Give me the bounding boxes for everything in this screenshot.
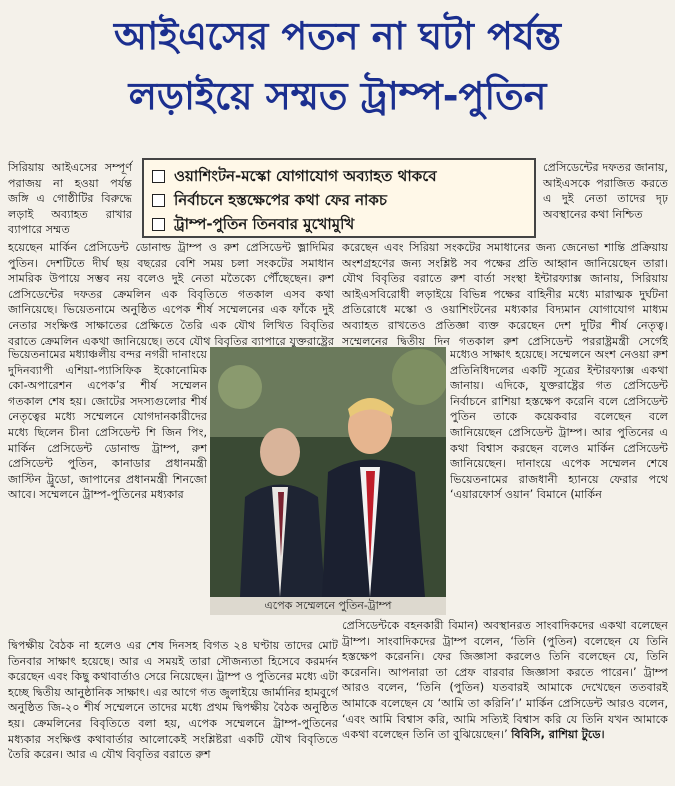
paragraph: করেছেন এবং সিরিয়া সংকটের সমাধানের জন্য জেনেভা শান্তি প্রক্রিয়ায় অংশগ্রহণের জন্য সংশ্লিষ্ট সব পক্ষের প্রতি আহ্বান জানিয়েছেন তারা। যৌথ বিবৃতির বরাতে রুশ বার্তা সংস্থা ইন্টারফ্যাক্স জানায়, সিরিয়ায় আইএসবিরোধী লড়াইয়ে বিভিন্ন পক্ষের বাহিনীর মধ্যে মারাত্মক দুর্ঘটনা প্রতিরোধে মস্কো ও ওয়াশিংটনের মধ্যকার বিদ্যমান যোগাযোগ মাধ্যম অব্যাহত রাখতেও প্রতিজ্ঞা ব্যক্ত করেছেন দেশ দুটির শীর্ষ নেতৃত্ব। সম্মেলনের দ্বিতীয় দিন গতকাল রুশ প্রেসিডেন্ট পররাষ্ট্রমন্ত্রী সের্গেই [342,241,668,347]
article-left-intro [8,160,132,238]
article-block-b [8,347,207,503]
closing-text: প্রেসিডেন্টকে বহনকারী বিমান) অবস্থানরত সাংবাদিকদের একথা বলেছেন ট্রাম্প। সাংবাদিকদের ট্রাম্প বলেন, ‘তিনি (পুতিন) বলেছেন যে তিনি হস্তক্ষেপ করেননি। ফের জিজ্ঞাসা করলেও তিনি বলেছেন যে, তিনি করেননি। আপনারা তা প্রেফ বারবার জিজ্ঞাসা করতে পারেন।’ ট্রাম্প আরও বলেন, ‘তিনি (পুতিন) যতবারই আমাকে দেখেছেন ততবারই আমাকে বলেছেন যে ‘আমি তা করিনি’।’ মার্কিন প্রেসিডেন্ট আরও বলেন, ‘এবং আমি বিশ্বাস করি, আমি সত্যিই বিশ্বাস করি যে তিনি যখন আমাকে একথা বলেছেন তিনি তা বুঝিয়েছেন।’ [342,619,668,742]
checkbox-icon [152,218,165,231]
paragraph: সিরিয়ায় আইএসের সম্পূর্ণ পরাজয় না হওয়া পর্যন্ত জঙ্গি এ গোষ্ঠীটির বিরুদ্ধে লড়াই অব্যাহত রাখার ব্যাপারে সম্মত [8,161,132,237]
paragraph: মধ্যেও সাক্ষাৎ হয়েছে। সম্মেলনে অংশ নেওয়া রুশ প্রতিনিধিদলের একটি সূত্রের ইন্টারফ্যাক্স একথা জানায়। এদিকে, যুক্তরাষ্ট্রের গত প্রেসিডেন্ট নির্বাচনে রাশিয়া হস্তক্ষেপ করেনি বলে প্রেসিডেন্ট পুতিন তাকে কয়েকবার বলেছেন বলে জানিয়েছেন প্রেসিডেন্ট ট্রাম্প। আর পুতিনের এ কথা বিশ্বাস করছেন বলেও মার্কিন প্রেসিডেন্ট জানিয়েছেন। দানাংয়ে এপেক সম্মেলন শেষে ভিয়েতনামের রাজধানী হ্যানয়ে ফেরার পথে ‘এয়ারফোর্স ওয়ান’ বিমানে (মার্কিন [450,348,668,502]
highlight-item [152,164,526,188]
checkbox-icon [152,170,165,183]
paragraph [342,618,668,743]
article-block-c [342,240,668,347]
highlight-item [152,212,526,236]
paragraph: প্রেসিডেন্টের দফতর জানায়, আইএসকে পরাজিত করতে এ দুই নেতা তাদের দৃঢ় অবস্থানের কথা নিশ্চিত [543,161,668,221]
article-block-e [8,638,338,763]
highlight-item [152,188,526,212]
article-right-intro [543,160,668,222]
highlight-text: ট্রাম্প-পুতিন তিনবার মুখোমুখি [174,215,355,233]
highlight-text: নির্বাচনে হস্তক্ষেপের কথা ফের নাকচ [174,191,387,209]
headline-line-1: আইএসের পতন না ঘটা পর্যন্ত [114,14,561,58]
putin-trump-photo [210,347,446,597]
paragraph: দ্বিপক্ষীয় বৈঠক না হলেও এর শেষ দিনসহ বিগত ২৪ ঘণ্টায় তাদের মোট তিনবার সাক্ষাৎ হয়েছে। আর এ সময়ই তারা সৌজন্যতা হিসেবে করমর্দন করেছেন এবং কিছু কথাবার্তাও সেরে নিয়েছেন। ট্রাম্প ও পুতিনের মধ্যে এটা হচ্ছে দ্বিতীয় আনুষ্ঠানিক সাক্ষাৎ। এর আগে গত জুলাইয়ে জার্মানির হামবুর্গে অনুষ্ঠিত জি-২০ শীর্ষ সম্মেলনে তাদের মধ্যে প্রথম দ্বিপক্ষীয় বৈঠক অনুষ্ঠিত হয়। ক্রেমলিনের বিবৃতিতে বলা হয়, এপেক সম্মেলনে ট্রাম্প-পুতিনের মধ্যকার সংক্ষিপ্ত কথাবার্তার আলোকেই সংশ্লিষ্টরা একটি যৌথ বিবৃতিতে তৈরি করেন। আর এ যৌথ বিবৃতির বরাতে রুশ [8,639,338,762]
article-block-f [342,618,668,743]
news-photo [210,347,446,597]
highlights-box [142,158,536,238]
article-block-a [8,240,334,347]
article-block-d [450,347,668,503]
photo-caption: এপেক সম্মেলনে পুতিন-ট্রাম্প [210,597,446,615]
headline-line-2: লড়াইয়ে সম্মত ট্রাম্প-পুতিন [128,74,547,118]
paragraph: হয়েছেন মার্কিন প্রেসিডেন্ট ডোনাল্ড ট্রাম্প ও রুশ প্রেসিডেন্ট ভ্লাদিমির পুতিন। দেশটিতে দীর্ঘ ছয় বছরের বেশি সময় চলা সংকটের সমাধান সামরিক উপায়ে সম্ভব নয় বলেও দুই নেতা মতৈক্যে পৌঁছেছেন। রুশ প্রেসিডেন্টের দফতর ক্রেমলিন এক বিবৃতিতে গতকাল এসব কথা জানিয়েছে। ভিয়েতনামে অনুষ্ঠিত এপেক শীর্ষ সম্মেলনের এক ফাঁকে দুই নেতার সংক্ষিপ্ত সাক্ষাতের প্রেক্ষিতে তৈরি এক যৌথ লিখিত বিবৃতির বরাতে ক্রেমলিন একথা জানিয়েছে। তবে যৌথ বিবৃতির ব্যাপারে যুক্তরাষ্ট্রের [8,241,334,347]
source-credit: বিবিসি, রাশিয়া টুডে। [511,728,605,742]
paragraph: ভিয়েতনামের মধ্যাঞ্চলীয় বন্দর নগরী দানাংয়ে দুদিনব্যাপী এশিয়া-প্যাসিফিক ইকোনোমিক কো-অপারেশন এপেক’র শীর্ষ সম্মেলন গতকাল শেষ হয়। জোটের সদস্যগুলোর শীর্ষ নেতৃত্বের মধ্যে সম্মেলনে যোগদানকারীদের মধ্যে ছিলেন চীনা প্রেসিডেন্ট শি জিন পিং, মার্কিন প্রেসিডেন্ট ডোনাল্ড ট্রাম্প, রুশ প্রেসিডেন্ট পুতিন, কানাডার প্রধানমন্ত্রী জাস্টিন ট্রুডো, জাপানের প্রধানমন্ত্রী শিনজো আবে। সম্মেলনে ট্রাম্প-পুতিনের মধ্যকার [8,348,207,502]
highlight-text: ওয়াশিংটন-মস্কো যোগাযোগ অব্যাহত থাকবে [174,167,437,185]
checkbox-icon [152,194,165,207]
